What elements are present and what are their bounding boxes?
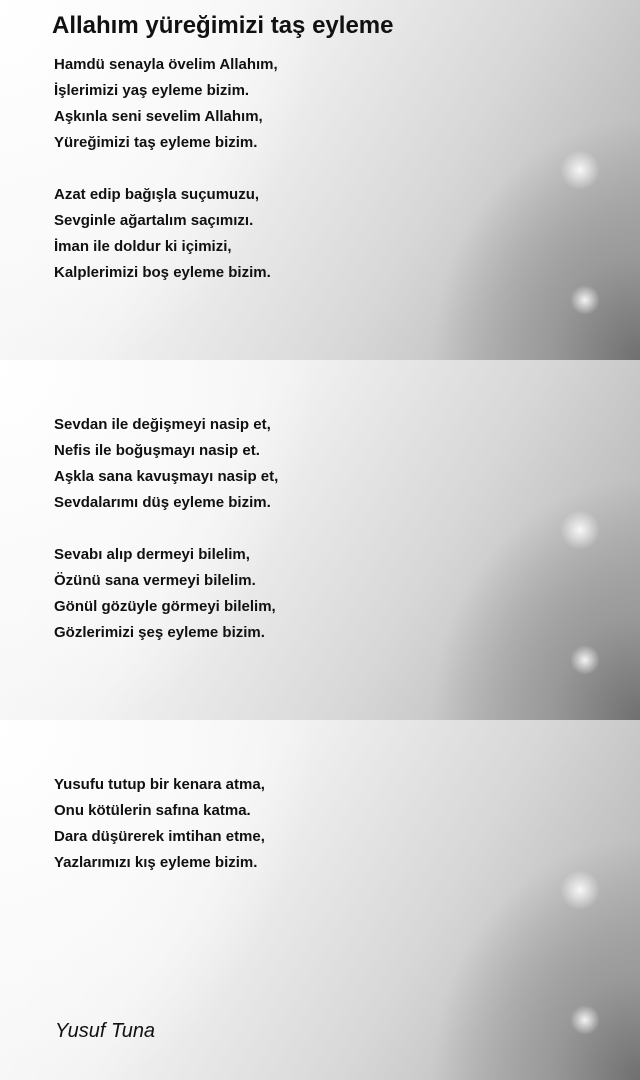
poem-line: Hamdü senayla övelim Allahım, [54, 56, 278, 73]
poem-author: Yusuf Tuna [55, 1020, 156, 1042]
poem-line: Azat edip bağışla suçumuzu, [54, 186, 260, 203]
poem-line: Sevdalarımı düş eyleme bizim. [54, 494, 271, 511]
poem-line: Sevabı alıp dermeyi bilelim, [54, 546, 250, 563]
poem-line: Özünü sana vermeyi bilelim. [54, 572, 256, 589]
stanza [54, 52, 278, 156]
poem-line: Aşkınla seni sevelim Allahım, [54, 108, 263, 125]
poem-panel-1 [0, 0, 640, 360]
poem-line: Sevdan ile değişmeyi nasip et, [54, 416, 271, 433]
sparkle-decoration [570, 285, 600, 315]
poem-title: Allahım yüreğimizi taş eyleme [52, 12, 394, 39]
poem-line: Aşkla sana kavuşmayı nasip et, [54, 468, 279, 485]
stanza [54, 412, 278, 516]
poem-panel-2 [0, 360, 640, 720]
poem-line: Sevginle ağartalım saçımızı. [54, 212, 254, 229]
sparkle-decoration [560, 870, 600, 910]
stanza [54, 542, 276, 646]
stanza [54, 182, 271, 286]
poem-line: İşlerimizi yaş eyleme bizim. [54, 82, 250, 99]
poem-line: İman ile doldur ki içimizi, [54, 238, 232, 255]
sparkle-decoration [570, 1005, 600, 1035]
poem-line: Yusufu tutup bir kenara atma, [54, 776, 265, 793]
poem-line: Onu kötülerin safına katma. [54, 802, 251, 819]
poem-line: Nefis ile boğuşmayı nasip et. [54, 442, 260, 459]
poem-line: Gözlerimizi şeş eyleme bizim. [54, 624, 265, 641]
sparkle-decoration [560, 510, 600, 550]
sparkle-decoration [560, 150, 600, 190]
stanza [54, 772, 265, 876]
poem-panel-3 [0, 720, 640, 1080]
poem-line: Gönül gözüyle görmeyi bilelim, [54, 598, 276, 615]
poem-line: Yazlarımızı kış eyleme bizim. [54, 854, 258, 871]
poem-line: Dara düşürerek imtihan etme, [54, 828, 265, 845]
sparkle-decoration [570, 645, 600, 675]
poem-line: Kalplerimizi boş eyleme bizim. [54, 264, 271, 281]
poem-line: Yüreğimizi taş eyleme bizim. [54, 134, 258, 151]
